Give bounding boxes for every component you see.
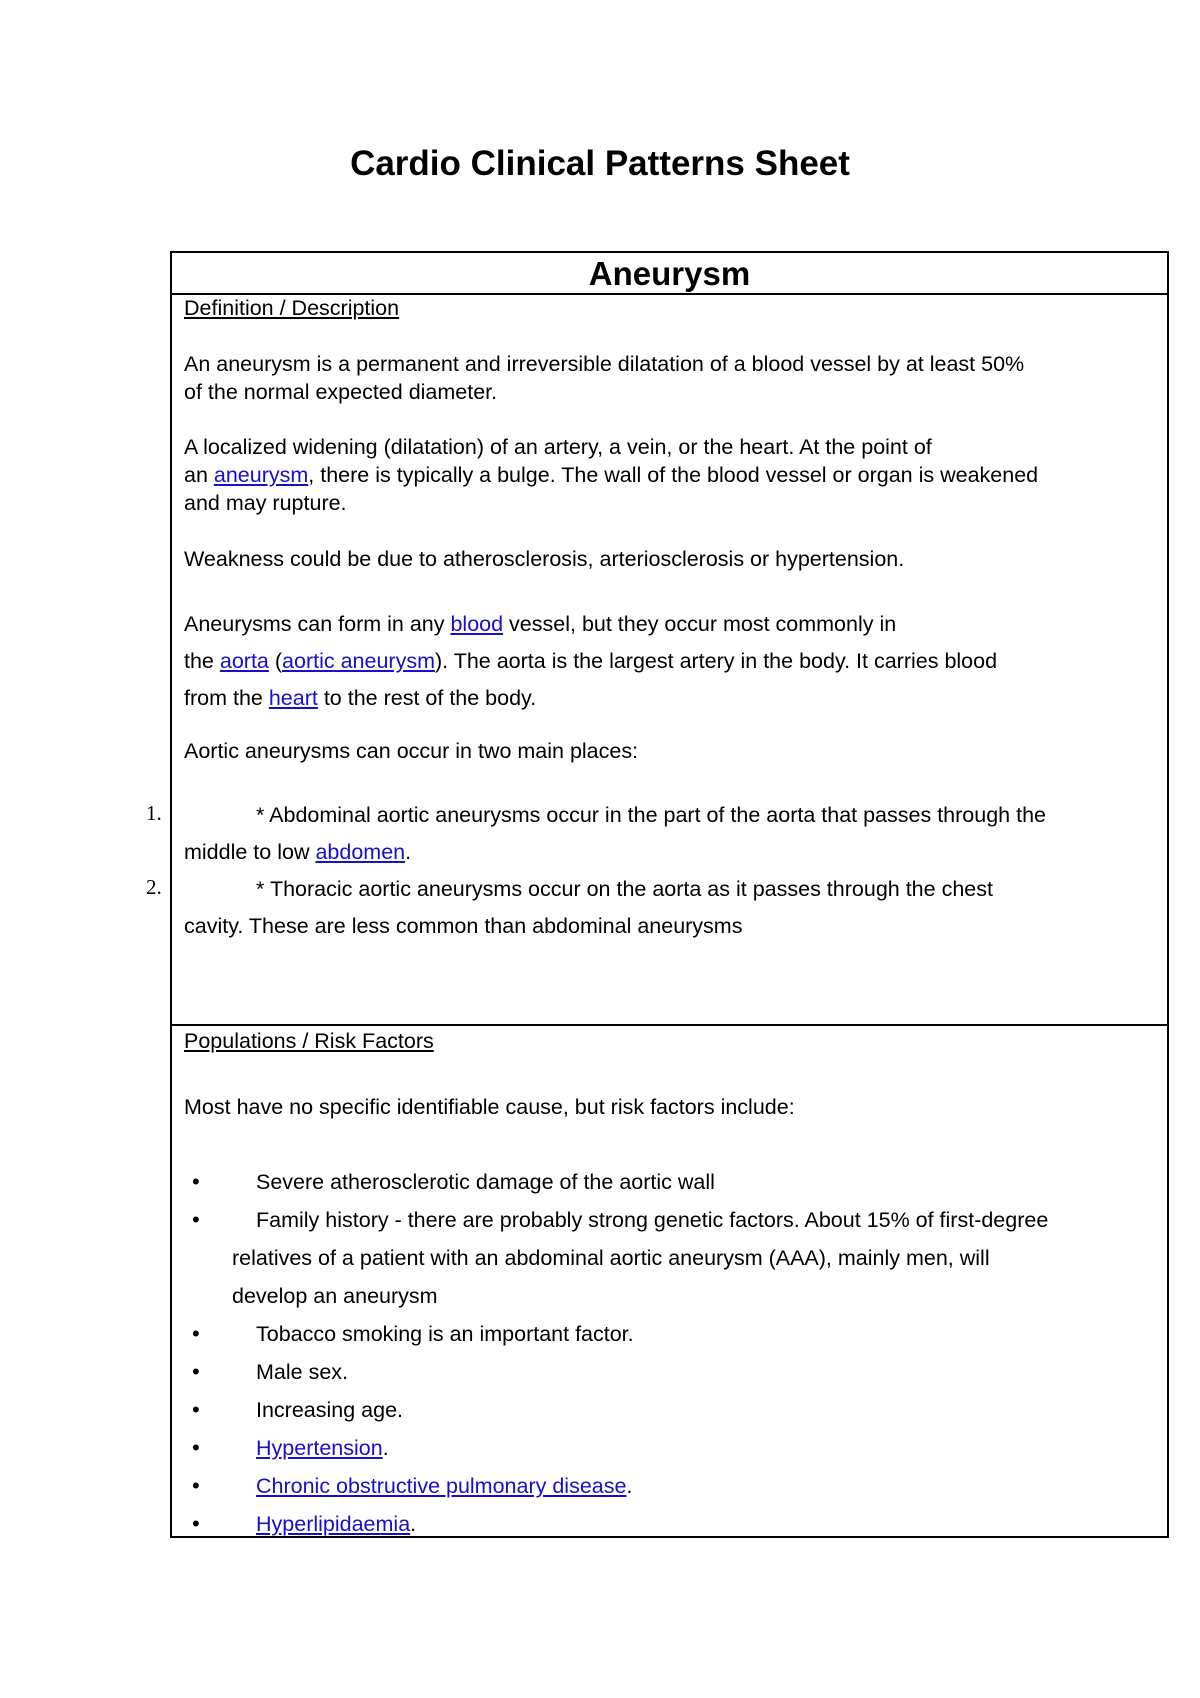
- risk-item: Tobacco smoking is an important factor.: [256, 1322, 634, 1346]
- bullet-icon: •: [192, 1321, 200, 1346]
- bullet-icon: •: [192, 1473, 200, 1498]
- document-title: Cardio Clinical Patterns Sheet: [350, 144, 850, 183]
- text-run: vessel, but they occur most commonly in: [503, 612, 897, 636]
- text-run: ). The aorta is the largest artery in the body. It carries blood: [434, 649, 998, 673]
- risk-item: [256, 1467, 632, 1505]
- text-run: middle to low: [184, 840, 316, 864]
- aorta-link[interactable]: aorta: [219, 649, 269, 673]
- list-number: 1.: [146, 801, 162, 825]
- risk-item: Family history - there are probably strong genetic factors. About 15% of first-degree: [256, 1208, 1049, 1232]
- definition-paragraph: An aneurysm is a permanent and irreversible dilatation of a blood vessel by at least 50%: [184, 352, 1025, 376]
- definition-paragraph: Aortic aneurysms can occur in two main places:: [184, 739, 639, 763]
- risk-item: relatives of a patient with an abdominal aortic aneurysm (AAA), mainly men, will: [232, 1246, 990, 1270]
- abdomen-link[interactable]: abdomen: [315, 840, 406, 864]
- text-run: from the: [184, 686, 269, 710]
- definition-paragraph: [184, 647, 1157, 675]
- definition-paragraph: Weakness could be due to atherosclerosis, arteriosclerosis or hypertension.: [184, 547, 905, 571]
- section-heading: Aneurysm: [588, 255, 751, 292]
- risk-item: Severe atherosclerotic damage of the aortic wall: [256, 1170, 715, 1194]
- definition-label: Definition / Description: [184, 296, 400, 320]
- bullet-icon: •: [192, 1511, 200, 1536]
- bullet-icon: •: [192, 1359, 200, 1384]
- risk-item: Increasing age.: [256, 1398, 404, 1422]
- bullet-icon: •: [192, 1207, 200, 1232]
- bullet-icon: •: [192, 1397, 200, 1422]
- risk-item: Male sex.: [256, 1360, 349, 1384]
- numbered-item-line: * Thoracic aortic aneurysms occur on the aorta as it passes through the chest: [256, 877, 993, 901]
- risk-label: Populations / Risk Factors: [184, 1029, 434, 1053]
- bullet-icon: •: [192, 1169, 200, 1194]
- text-run: (: [268, 649, 283, 673]
- text-run: Aneurysms can form in any: [184, 612, 451, 636]
- text-run: .: [382, 1436, 389, 1460]
- copd-link[interactable]: Chronic obstructive pulmonary disease: [256, 1474, 627, 1498]
- text-run: .: [626, 1474, 633, 1498]
- text-run: , there is typically a bulge. The wall of the blood vessel or organ is weakened: [308, 463, 1039, 487]
- text-run: an: [184, 463, 214, 487]
- bullet-icon: •: [192, 1435, 200, 1460]
- risk-item: [256, 1429, 389, 1467]
- text-run: the: [184, 649, 220, 673]
- numbered-item-line: cavity. These are less common than abdominal aneurysms: [184, 914, 743, 938]
- definition-paragraph: of the normal expected diameter.: [184, 380, 498, 404]
- risk-item: [256, 1505, 416, 1543]
- definition-paragraph: and may rupture.: [184, 491, 347, 515]
- text-run: .: [410, 1512, 417, 1536]
- numbered-item-line: [184, 838, 1157, 866]
- blood-link[interactable]: blood: [450, 612, 504, 636]
- text-run: .: [405, 840, 412, 864]
- row-divider: [172, 1024, 1167, 1026]
- list-number: 2.: [146, 875, 162, 899]
- heart-link[interactable]: heart: [268, 686, 318, 710]
- hypertension-link[interactable]: Hypertension: [256, 1436, 383, 1460]
- aneurysm-table: [170, 251, 1169, 1538]
- text-run: to the rest of the body.: [317, 686, 537, 710]
- risk-item: develop an aneurysm: [232, 1284, 438, 1308]
- hyperlipidaemia-link[interactable]: Hyperlipidaemia: [256, 1512, 411, 1536]
- definition-paragraph: [184, 461, 1157, 489]
- risk-intro: Most have no specific identifiable cause, but risk factors include:: [184, 1095, 795, 1119]
- definition-paragraph: [184, 684, 1157, 712]
- numbered-item-line: * Abdominal aortic aneurysms occur in the part of the aorta that passes through the: [256, 803, 1046, 827]
- definition-paragraph: [184, 610, 1157, 638]
- definition-paragraph: A localized widening (dilatation) of an artery, a vein, or the heart. At the point of: [184, 435, 932, 459]
- aneurysm-link[interactable]: aneurysm: [213, 463, 309, 487]
- aortic-aneurysm-link[interactable]: aortic aneurysm: [282, 649, 435, 673]
